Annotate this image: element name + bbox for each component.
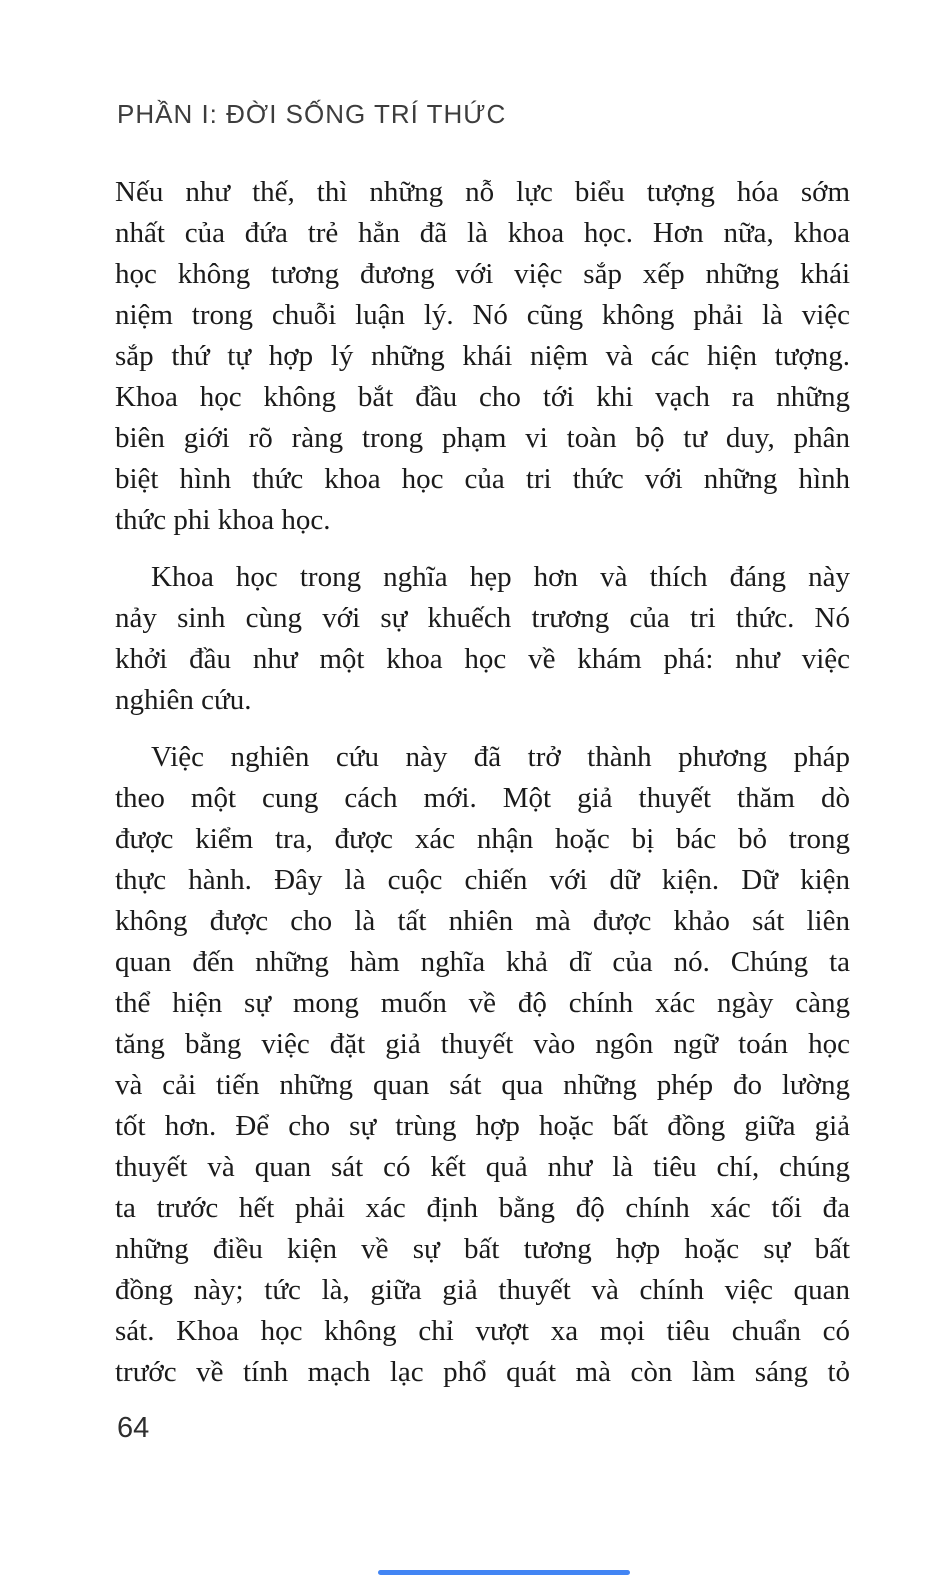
reading-progress-indicator[interactable] (378, 1570, 630, 1575)
text-line: theo một cung cách mới. Một giả thuyết thăm dò (115, 782, 850, 814)
text-line: sát. Khoa học không chỉ vượt xa mọi tiêu chuẩn có (115, 1315, 850, 1347)
text-line: và cải tiến những quan sát qua những phép đo lường (115, 1069, 850, 1101)
page-number: 64 (117, 1412, 150, 1444)
text-line: biệt hình thức khoa học của tri thức với những hình (115, 463, 850, 495)
text-line: đồng này; tức là, giữa giả thuyết và chính việc quan (115, 1274, 850, 1306)
text-line: những điều kiện về sự bất tương hợp hoặc sự bất (115, 1233, 850, 1265)
paragraph (115, 172, 850, 541)
text-line: nghiên cứu. (115, 684, 252, 716)
text-line: nhất của đứa trẻ hẳn đã là khoa học. Hơn nữa, khoa (115, 217, 850, 249)
text-line: tăng bằng việc đặt giả thuyết vào ngôn ngữ toán học (115, 1028, 850, 1060)
text-line: thuyết và quan sát có kết quả như là tiêu chí, chúng (115, 1151, 850, 1183)
text-line: thực hành. Đây là cuộc chiến với dữ kiện. Dữ kiện (115, 864, 850, 896)
text-block (115, 172, 850, 1409)
text-line: thức phi khoa học. (115, 504, 331, 536)
text-line: tốt hơn. Để cho sự trùng hợp hoặc bất đồng giữa giả (115, 1110, 850, 1142)
text-line: biên giới rõ ràng trong phạm vi toàn bộ tư duy, phân (115, 422, 850, 454)
text-line: Khoa học không bắt đầu cho tới khi vạch ra những (115, 381, 850, 413)
text-line: nảy sinh cùng với sự khuếch trương của tri thức. Nó (115, 602, 850, 634)
text-line: học không tương đương với việc sắp xếp những khái (115, 258, 850, 290)
paragraph (115, 557, 850, 721)
text-line: được kiểm tra, được xác nhận hoặc bị bác bỏ trong (115, 823, 850, 855)
text-line: ta trước hết phải xác định bằng độ chính xác tối đa (115, 1192, 850, 1224)
text-line: Nếu như thế, thì những nỗ lực biểu tượng hóa sớm (115, 176, 850, 208)
text-line: Việc nghiên cứu này đã trở thành phương pháp (151, 741, 850, 773)
text-line: sắp thứ tự hợp lý những khái niệm và các hiện tượng. (115, 340, 850, 372)
text-line: không được cho là tất nhiên mà được khảo sát liên (115, 905, 850, 937)
paragraph (115, 737, 850, 1393)
text-line: trước về tính mạch lạc phổ quát mà còn làm sáng tỏ (115, 1356, 850, 1388)
text-line: niệm trong chuỗi luận lý. Nó cũng không phải là việc (115, 299, 850, 331)
text-line: thể hiện sự mong muốn về độ chính xác ngày càng (115, 987, 850, 1019)
text-line: Khoa học trong nghĩa hẹp hơn và thích đáng này (151, 561, 850, 593)
text-line: khởi đầu như một khoa học về khám phá: như việc (115, 643, 850, 675)
running-header: PHẦN I: ĐỜI SỐNG TRÍ THỨC (117, 99, 507, 129)
text-line: quan đến những hàm nghĩa khả dĩ của nó. Chúng ta (115, 946, 850, 978)
